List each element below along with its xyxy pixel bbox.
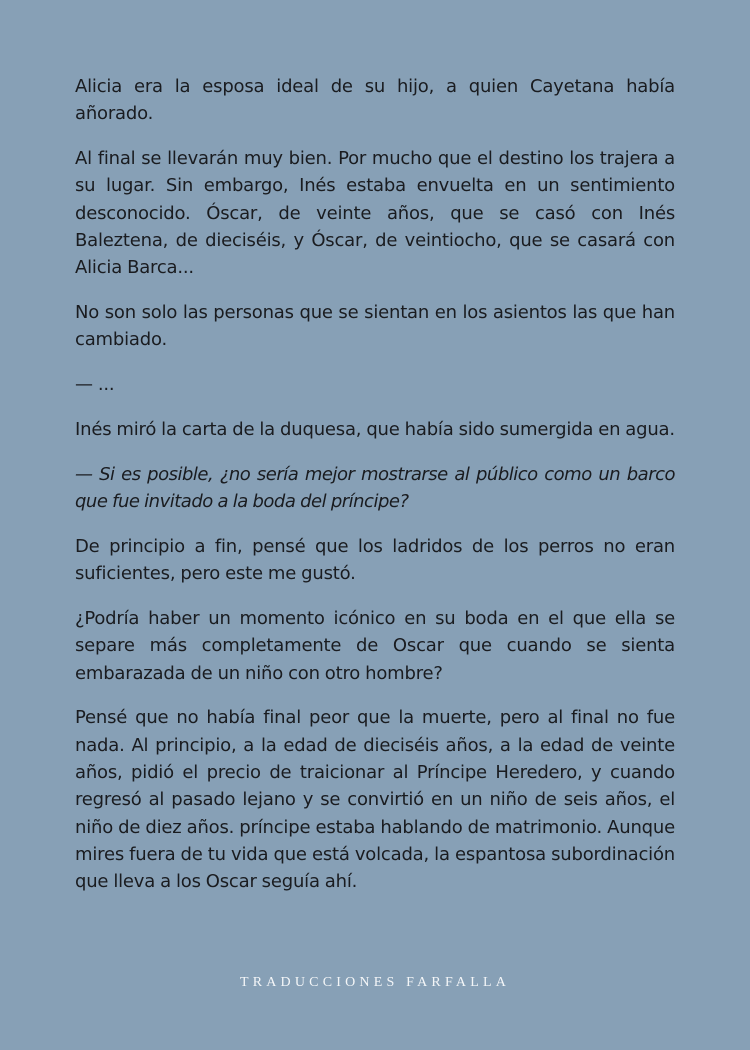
- page-body: [75, 73, 675, 913]
- footer-credit: TRADUCCIONES FARFALLA: [239, 975, 511, 990]
- paragraph-5: Inés miró la carta de la duquesa, que había sido sumergida en agua.: [75, 418, 675, 440]
- paragraph-3: No son solo las personas que se sientan en los asientos las que han cambiado.: [75, 302, 675, 351]
- paragraph-8: ¿Podría haber un momento icónico en su boda en el que ella se separe más completamente de Oscar que cuando se sienta embarazada de un niño con otro hombre?: [75, 607, 675, 684]
- paragraph-1: Alicia era la esposa ideal de su hijo, a quien Cayetana había añorado.: [75, 76, 675, 125]
- paragraph-4-dialogue-ellipsis: — ...: [75, 374, 115, 396]
- paragraph-6-italic-dialogue: — Si es posible, ¿no sería mejor mostrarse al público como un barco que fue invitado a la boda del príncipe?: [75, 463, 675, 513]
- paragraph-9: Pensé que no había final peor que la muerte, pero al final no fue nada. Al principio, a la edad de dieciséis años, a la edad de veinte años, pidió el precio de traicionar al Príncipe Heredero, y cuando regresó al pasado lejano y se convirtió en un niño de seis años, el niño de diez años. príncipe estaba hablando de matrimonio. Aunque mires fuera de tu vida que está volcada, la espantosa subordinación que lleva a los Oscar seguía ahí.: [75, 707, 675, 893]
- paragraph-7: De principio a fin, pensé que los ladridos de los perros no eran suficientes, pero este me gustó.: [75, 535, 675, 585]
- paragraph-2: Al final se llevarán muy bien. Por mucho que el destino los trajera a su lugar. Sin embargo, Inés estaba envuelta en un sentimiento desconocido. Óscar, de veinte años, que se casó con Inés Baleztena, de dieciséis, y Óscar, de veintiocho, que se casará con Alicia Barca...: [75, 148, 675, 279]
